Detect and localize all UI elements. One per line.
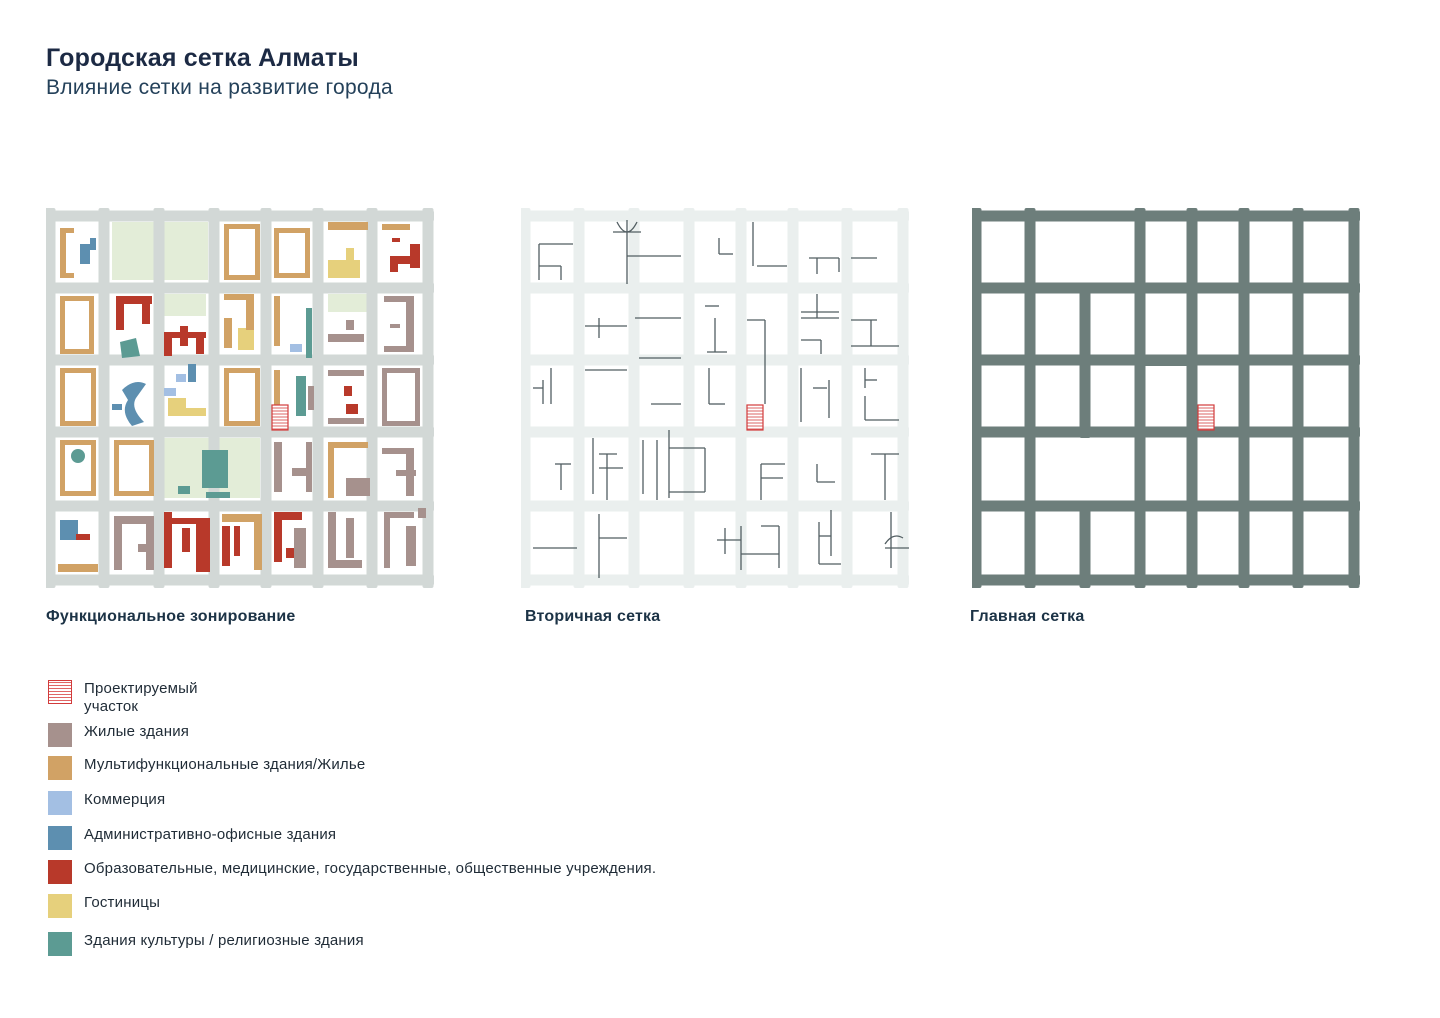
street-horizontal	[46, 283, 434, 294]
building	[328, 560, 362, 568]
building	[274, 296, 280, 346]
building	[346, 248, 354, 262]
legend-swatch	[48, 894, 72, 918]
main-street-vertical	[1135, 208, 1146, 588]
building	[286, 548, 294, 558]
project-site-marker	[1198, 405, 1214, 430]
building	[390, 264, 398, 272]
building	[142, 296, 150, 324]
building	[60, 520, 78, 540]
street-horizontal	[46, 355, 434, 366]
building	[224, 275, 260, 280]
building	[306, 442, 312, 492]
building	[182, 528, 190, 552]
building	[114, 440, 119, 496]
building	[328, 222, 368, 230]
building	[176, 374, 186, 382]
caption-main-grid: Главная сетка	[970, 608, 1085, 625]
building	[406, 296, 414, 352]
building	[382, 421, 420, 426]
building	[149, 440, 154, 496]
street-vertical	[788, 208, 799, 588]
street-horizontal	[46, 211, 434, 222]
building	[382, 224, 410, 230]
legend-item-culture	[48, 932, 784, 956]
building	[180, 326, 188, 346]
building	[164, 388, 176, 396]
building	[384, 512, 390, 568]
building	[224, 224, 260, 229]
building	[89, 296, 94, 354]
legend-item-hotels	[48, 894, 784, 918]
street-vertical	[898, 208, 909, 588]
building	[328, 512, 336, 568]
building	[292, 468, 308, 476]
building	[344, 386, 352, 396]
page-subtitle: Влияние сетки на развитие города	[46, 76, 393, 99]
building	[328, 442, 334, 498]
building	[406, 526, 416, 566]
street-vertical	[99, 208, 110, 588]
building	[114, 516, 122, 570]
building	[112, 404, 122, 410]
building	[60, 228, 74, 233]
main-street-horizontal	[972, 283, 1360, 294]
building	[60, 440, 96, 445]
building	[76, 534, 90, 540]
legend-item-multifunctional	[48, 756, 784, 780]
main-grid-svg	[972, 208, 1360, 588]
building	[60, 296, 65, 354]
street-horizontal	[46, 427, 434, 438]
street-horizontal	[521, 427, 909, 438]
main-street-vertical	[1293, 208, 1304, 588]
street-vertical	[842, 208, 853, 588]
building	[346, 320, 354, 330]
building	[202, 450, 228, 488]
building	[224, 318, 232, 348]
building	[60, 228, 66, 278]
building	[306, 308, 312, 358]
legend-item-plot	[48, 680, 224, 716]
caption-secondary-grid: Вторичная сетка	[525, 608, 661, 625]
building	[274, 228, 279, 278]
building	[60, 349, 94, 354]
building	[224, 368, 229, 426]
legend-label: Административно-офисные здания	[84, 826, 337, 843]
legend-swatch	[48, 791, 72, 815]
main-street-horizontal	[972, 501, 1360, 512]
building	[71, 449, 85, 463]
building	[346, 478, 370, 496]
legend-item-commerce	[48, 791, 784, 815]
legend-swatch	[48, 932, 72, 956]
caption-functional-zoning: Функциональное зонирование	[46, 608, 296, 625]
building	[188, 364, 196, 382]
building	[255, 368, 260, 426]
building	[206, 492, 230, 498]
building	[60, 421, 96, 426]
building	[274, 273, 310, 278]
building	[392, 238, 400, 242]
secondary-grid-map	[521, 208, 909, 588]
building	[254, 514, 262, 570]
street-vertical	[46, 208, 56, 588]
building	[308, 386, 314, 410]
street-horizontal	[521, 283, 909, 294]
building	[305, 228, 310, 278]
building	[382, 368, 387, 426]
legend-item-public-institutions	[48, 860, 784, 884]
functional-zoning-map	[46, 208, 434, 588]
building	[224, 421, 260, 426]
main-street-horizontal	[1140, 355, 1196, 366]
legend-label: Жилые здания	[84, 723, 190, 740]
building	[178, 486, 190, 494]
main-street-vertical	[1239, 208, 1250, 588]
building	[164, 512, 172, 568]
building	[410, 244, 420, 268]
building	[60, 440, 65, 496]
street-horizontal	[521, 575, 909, 586]
page-title: Городская сетка Алматы	[46, 44, 359, 72]
building	[328, 370, 364, 376]
project-site-marker	[747, 405, 763, 430]
main-street-horizontal	[972, 575, 1360, 586]
park-area	[328, 294, 368, 312]
building	[390, 324, 400, 328]
building	[196, 338, 204, 354]
street-vertical	[154, 208, 165, 588]
building	[328, 260, 360, 278]
street-horizontal	[521, 211, 909, 222]
building	[196, 518, 210, 572]
building	[234, 526, 240, 556]
legend-label: Коммерция	[84, 791, 166, 808]
street-vertical	[423, 208, 434, 588]
hatched-plot-icon	[48, 680, 72, 704]
street-vertical	[209, 208, 220, 588]
building	[346, 518, 354, 558]
main-street-vertical	[1187, 208, 1198, 588]
main-grid-map	[972, 208, 1360, 588]
project-site-marker	[272, 405, 288, 430]
building	[60, 491, 96, 496]
street-vertical	[574, 208, 585, 588]
street-vertical	[521, 208, 531, 588]
building	[60, 296, 94, 301]
street-vertical	[261, 208, 272, 588]
park-area	[164, 294, 206, 316]
building	[80, 244, 90, 264]
main-street-vertical	[1025, 208, 1036, 588]
building	[91, 440, 96, 496]
street-horizontal	[521, 355, 909, 366]
legend-swatch	[48, 756, 72, 780]
building	[274, 442, 282, 492]
building	[294, 528, 306, 568]
building	[146, 516, 154, 570]
legend-swatch	[48, 826, 72, 850]
building	[328, 418, 364, 424]
building	[224, 294, 254, 300]
main-street-vertical	[1349, 208, 1360, 588]
street-horizontal	[46, 575, 434, 586]
legend-label: Образовательные, медицинские, государственные, общественные учреждения.	[84, 860, 657, 877]
building	[114, 491, 154, 496]
secondary-grid-svg	[521, 208, 909, 588]
main-street-horizontal	[972, 427, 1360, 438]
main-street-horizontal	[972, 211, 1360, 222]
building	[406, 448, 414, 496]
building	[238, 328, 254, 350]
main-street-vertical	[972, 208, 982, 588]
building	[114, 440, 154, 445]
building	[224, 224, 229, 280]
legend-item-office	[48, 826, 784, 850]
building	[418, 508, 426, 518]
legend-label: Мультифункциональные здания/Жилье	[84, 756, 366, 773]
street-vertical	[684, 208, 695, 588]
legend-item-residential	[48, 723, 784, 747]
building	[384, 346, 414, 352]
street-vertical	[367, 208, 378, 588]
building	[60, 368, 96, 373]
building	[346, 404, 358, 414]
street-horizontal	[521, 501, 909, 512]
building	[274, 228, 310, 233]
building	[90, 238, 96, 250]
street-vertical	[629, 208, 640, 588]
building	[246, 300, 254, 330]
building	[222, 526, 230, 566]
building	[91, 368, 96, 426]
building	[58, 564, 98, 572]
building	[415, 368, 420, 426]
building	[296, 376, 306, 416]
legend-swatch	[48, 860, 72, 884]
building	[60, 273, 74, 278]
building	[382, 368, 420, 373]
functional-zoning-svg	[46, 208, 434, 588]
building	[274, 512, 282, 562]
building	[60, 368, 65, 426]
street-horizontal	[46, 501, 434, 512]
building	[224, 368, 260, 373]
legend-swatch	[48, 723, 72, 747]
building	[290, 344, 302, 352]
legend-label: Гостиницы	[84, 894, 161, 911]
legend-label: Здания культуры / религиозные здания	[84, 932, 364, 949]
building	[328, 334, 364, 342]
street-vertical	[313, 208, 324, 588]
building	[172, 518, 200, 524]
legend-label: Проектируемый участок	[84, 680, 198, 715]
building	[255, 224, 260, 280]
